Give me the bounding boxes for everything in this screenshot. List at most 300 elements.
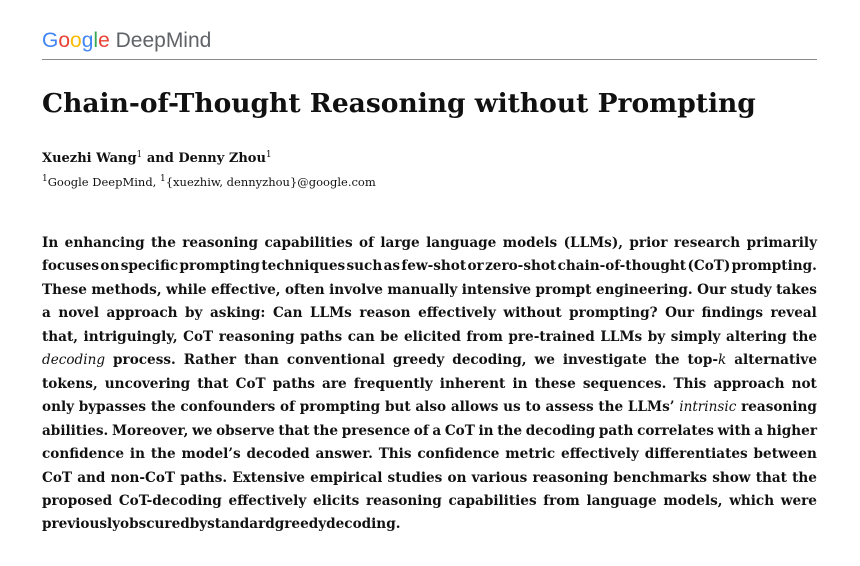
abstract-line [42,467,817,490]
abstract-text: higher [766,422,817,439]
abstract-text: reasoning [532,469,609,486]
abstract-text: chain-of-thought [557,258,687,275]
abstract-text: CoT [235,375,266,392]
abstract-text: decoding. [326,516,401,533]
abstract-text: This [378,446,412,463]
abstract-text: large [380,235,420,251]
abstract-text: assess [545,399,594,416]
abstract-word [599,420,633,443]
abstract-text: that [197,375,229,392]
abstract-text: prompting [179,258,260,275]
abstract-word [497,420,522,443]
abstract-text: zero-shot [485,258,557,275]
abstract-word [583,373,667,396]
abstract-text: frequently [353,375,433,392]
abstract-text: altering [726,328,787,345]
abstract-word [754,420,763,443]
abstract-text: the [150,399,176,416]
abstract-text: process. [113,352,176,369]
abstract-text: from [466,328,503,345]
abstract-word [747,232,817,255]
abstract-text: reasoning [365,492,442,509]
abstract-text: Moreover, [111,422,189,439]
abstract-word [111,467,175,490]
abstract-text: than [244,352,279,369]
abstract-word [741,396,817,419]
abstract-text: in [512,375,528,392]
abstract-word [310,302,352,325]
abstract-text: elicits [312,492,360,509]
abstract-text: capabilities [448,492,537,509]
abstract-text: can [347,328,375,345]
abstract-word [246,443,309,466]
abstract-word [451,396,499,419]
abstract-word [84,326,178,349]
affil-org: Google DeepMind, [47,175,157,189]
abstract-word [665,302,694,325]
abstract-word [687,255,730,278]
abstract-text: confidence [417,446,500,463]
abstract-word [781,490,817,513]
author-name: Denny Zhou [178,151,266,166]
abstract-text: the [654,352,680,369]
abstract-word [287,349,385,372]
abstract-text: previously [42,516,121,533]
abstract-text: often [284,281,325,298]
abstract-word [65,232,145,255]
abstract-word [726,326,787,349]
abstract-text: studies [387,469,443,486]
abstract-text: study [730,281,772,298]
abstract-text: asking: [209,305,266,322]
abstract-text: intriguingly, [83,328,178,345]
abstract-text: CoT [444,422,475,439]
abstract-word [42,467,72,490]
abstract-word [107,302,178,325]
abstract-word [613,467,707,490]
abstract-word [563,349,647,372]
abstract-text: Our [665,305,694,322]
page-header [42,30,817,60]
abstract-word [655,349,680,372]
abstract-text: allows [450,399,499,416]
abstract-word [448,490,536,513]
abstract-word [754,443,817,466]
abstract-word [210,302,265,325]
abstract-text: language [426,235,497,251]
abstract-text: of [413,422,429,439]
abstract-word [359,302,410,325]
abstract-word [42,443,124,466]
abstract-word [598,396,623,419]
abstract-word [418,302,496,325]
abstract-text: by [647,328,666,345]
abstract-text: presence [341,422,411,439]
abstract-text: few-shot [401,258,467,275]
abstract-emphasis: decoding [42,352,106,369]
abstract-text: LLMs [309,305,352,322]
abstract-word [600,326,642,349]
abstract-word [42,396,74,419]
abstract-word [329,279,383,302]
abstract-text: the [792,328,817,345]
abstract-text: to [525,399,541,416]
abstract-word [561,443,639,466]
abstract-word [448,467,467,490]
abstract-word [348,326,375,349]
abstract-word [79,396,146,419]
abstract-word [273,373,315,396]
abstract-word [207,513,275,536]
abstract-text: sequences. [582,375,667,392]
abstract-text: techniques [261,258,346,275]
abstract-word [58,302,99,325]
abstract-text: while [166,281,207,298]
abstract-text: the [792,469,817,486]
abstract-text: approach [106,305,178,322]
abstract-word [462,279,531,302]
abstract-word [119,490,222,513]
abstract-word [663,490,722,513]
abstract-word [112,420,188,443]
abstract-word [181,443,240,466]
abstract-text: language [586,492,657,509]
abstract-word [342,420,410,443]
abstract-text: but [384,399,411,416]
abstract-text: models, [663,492,723,509]
abstract-word [586,490,656,513]
abstract-text: also [415,399,447,416]
abstract-word [42,420,108,443]
abstract-word [648,326,665,349]
abstract-line [42,326,817,349]
abstract-text: confounders [180,399,276,416]
abstract-word [183,326,213,349]
abstract-text: from [543,492,580,509]
abstract-word [197,373,228,396]
abstract-word [532,467,608,490]
abstract-word [211,279,280,302]
abstract-text: investigate [562,352,647,369]
abstract-text: metric [505,446,556,463]
abstract-word [42,326,78,349]
abstract-word [712,467,750,490]
abstract-text: methods, [91,281,162,298]
abstract-text: simply [670,328,721,345]
abstract-word [688,349,727,372]
abstract-text: research [673,235,741,251]
abstract-word [713,373,784,396]
abstract-line [42,232,817,255]
abstract-text: of [359,235,374,251]
abstract [42,232,817,537]
abstract-word [445,420,475,443]
affil-marker: 1 [42,174,48,184]
abstract-text: only [42,399,75,416]
abstract-text: Extensive [232,469,305,486]
abstract-word [679,396,736,419]
abstract-text: approach [713,375,785,392]
abstract-word [310,467,382,490]
abstract-word [42,232,58,255]
abstract-text: manually [387,281,458,298]
abstract-text: prompting? [569,305,658,322]
abstract-word [479,420,494,443]
abstract-word [674,373,707,396]
abstract-word [485,255,556,278]
abstract-word [508,326,594,349]
abstract-word [512,373,527,396]
abstract-text: models [502,235,558,251]
abstract-word [380,232,419,255]
abstract-word [228,490,306,513]
abstract-word [354,373,433,396]
abstract-line [42,420,817,443]
abstract-text: CoT [42,469,73,486]
abstract-word [702,302,763,325]
abstract-word [42,373,98,396]
abstract-word [236,373,266,396]
abstract-text: effectively [228,492,307,509]
abstract-text: of [280,399,295,416]
abstract-word [564,232,623,255]
abstract-word [184,349,236,372]
abstract-word [697,279,726,302]
abstract-text: uncovering [104,375,191,392]
abstract-word [300,396,380,419]
author-joiner: and [146,151,174,166]
abstract-text: reasoning [182,235,259,251]
abstract-word [42,255,99,278]
abstract-text: and [77,469,106,486]
abstract-text: standard [207,516,275,533]
abstract-text: specific [120,258,179,275]
abstract-text: prompting [299,399,381,416]
abstract-word [637,420,714,443]
abstract-text: path [598,422,634,439]
abstract-text: novel [58,305,99,322]
abstract-line [42,373,817,396]
abstract-word [628,396,675,419]
abstract-text: on [100,258,120,275]
abstract-word [113,349,176,372]
abstract-text: reason [359,305,411,322]
abstract-line [42,490,817,513]
abstract-text: by [185,305,203,322]
abstract-word [326,513,400,536]
abstract-text: In [42,235,59,251]
abstract-text: inherent [439,375,506,392]
abstract-word [466,326,502,349]
abstract-word [121,255,178,278]
logo-letter: G [42,29,59,52]
abstract-text: involve [329,281,383,298]
google-deepmind-logo [42,30,211,52]
abstract-text: be [380,328,399,345]
abstract-word [432,420,441,443]
abstract-word [645,443,748,466]
author-list [42,150,272,168]
abstract-word [415,396,446,419]
abstract-text: capabilities [264,235,353,251]
abstract-word [526,420,596,443]
abstract-word [387,279,457,302]
abstract-text: bypasses [78,399,147,416]
abstract-text: pre-trained [508,328,595,345]
abstract-text: are [322,375,347,392]
abstract-text: focuses [42,258,100,275]
abstract-word [244,349,279,372]
abstract-text: by [189,516,208,533]
abstract-word [393,349,444,372]
abstract-word [503,396,521,419]
abstract-line [42,279,817,302]
abstract-text: LLMs’ [627,399,675,416]
abstract-word [388,467,443,490]
abstract-word [42,349,105,372]
abstract-word [347,255,383,278]
abstract-line [42,302,817,325]
abstract-text: we [534,352,555,369]
abstract-word [185,302,202,325]
abstract-word [300,326,342,349]
abstract-text: without [503,305,562,322]
abstract-text: such [346,258,383,275]
abstract-text: decoding [525,422,596,439]
abstract-word [569,302,657,325]
abstract-text: tokens, [42,375,98,392]
abstract-word [100,255,119,278]
abstract-text: decoded [246,446,310,463]
abstract-word [273,302,303,325]
abstract-word [503,232,557,255]
abstract-word [42,490,112,513]
abstract-word [42,302,51,325]
abstract-word [776,279,817,302]
logo-letter: l [93,29,99,52]
abstract-word [543,490,579,513]
logo-product: DeepMind [115,29,212,52]
abstract-word [192,420,212,443]
abstract-word [792,467,817,490]
abstract-text: reveal [770,305,817,322]
abstract-line [42,396,817,419]
abstract-word [151,443,176,466]
affil-marker: 1 [160,174,166,184]
abstract-text: in [478,422,494,439]
affiliation-line [42,174,376,190]
abstract-text: benchmarks [613,469,708,486]
author-affil-marker: 1 [265,150,272,160]
abstract-text: effectively [561,446,639,463]
abstract-text: enhancing [64,235,145,251]
abstract-text: decoding, [452,352,527,369]
abstract-word [105,373,190,396]
abstract-text: on [447,469,467,486]
abstract-word [674,232,740,255]
abstract-word [275,513,326,536]
abstract-word [264,232,352,255]
abstract-text: (LLMs), [563,235,623,251]
abstract-text: top- [687,352,719,369]
abstract-word [729,490,774,513]
abstract-word [792,326,817,349]
abstract-line [42,443,817,466]
abstract-text: elicited [403,328,461,345]
abstract-text: not [791,375,817,392]
abstract-word [629,232,667,255]
abstract-word [182,232,258,255]
abstract-text: as [383,258,401,275]
abstract-word [180,396,275,419]
abstract-word [120,513,190,536]
abstract-word [322,373,347,396]
abstract-text: the [150,446,176,463]
abstract-word [558,255,687,278]
abstract-word [732,255,817,278]
abstract-text: Rather [183,352,237,369]
abstract-word [179,255,259,278]
abstract-word [380,326,398,349]
abstract-text: reasoning [741,399,817,416]
abstract-text: findings [701,305,763,322]
abstract-word [767,420,817,443]
abstract-text: show [712,469,751,486]
abstract-text: intensive [461,281,532,298]
logo-letter: e [98,29,110,52]
abstract-text: us [503,399,521,416]
abstract-text: we [192,422,213,439]
abstract-text: prompt [535,281,592,298]
abstract-text: confidence [42,446,125,463]
abstract-text: the [313,422,339,439]
abstract-word [792,373,817,396]
abstract-text: observe [216,422,275,439]
abstract-word [771,302,817,325]
abstract-text: takes [776,281,817,298]
logo-letter: g [81,29,94,52]
abstract-text: a [432,422,442,439]
abstract-text: various [471,469,528,486]
abstract-word [166,279,207,302]
abstract-text: engineering. [595,281,693,298]
abstract-word [730,279,771,302]
abstract-word [401,255,466,278]
abstract-text: obscured [120,516,190,533]
abstract-text: (CoT) [687,258,731,275]
abstract-word [313,490,359,513]
abstract-text: paths [272,375,315,392]
abstract-text: model’s [181,446,241,463]
abstract-text: Can [272,305,303,322]
abstract-text: These [42,281,87,298]
abstract-word [385,396,411,419]
abstract-text: greedy [274,516,327,533]
abstract-emphasis: k [718,352,727,369]
abstract-text: these [534,375,576,392]
abstract-word [404,326,461,349]
author-name: Xuezhi Wang [42,151,137,166]
abstract-word [130,443,145,466]
abstract-text: the [497,422,523,439]
abstract-text: a [754,422,764,439]
abstract-word [535,349,555,372]
abstract-word [379,443,412,466]
abstract-word [384,255,400,278]
abstract-word [278,420,309,443]
logo-letter: o [58,29,71,52]
abstract-text: alternative [734,352,817,369]
